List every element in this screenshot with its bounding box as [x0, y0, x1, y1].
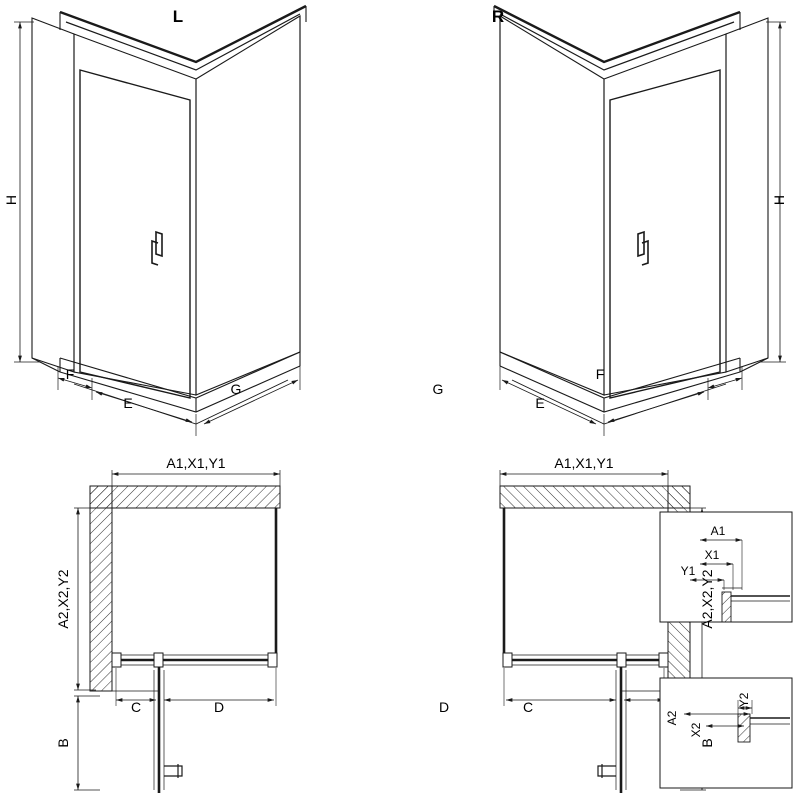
detail-top-label-a1: A1	[710, 524, 726, 538]
iso-right-label-f: F	[595, 366, 605, 382]
detail-top-label-x1: X1	[704, 548, 720, 562]
plan-right-c-dim: C	[522, 699, 534, 715]
iso-left-label-h: H	[3, 194, 19, 206]
plan-right-b-dim: B	[699, 738, 715, 748]
iso-left-label-g: G	[230, 381, 242, 397]
title-left-variant: L	[172, 7, 184, 26]
detail-bottom-label-y2: Y2	[737, 692, 751, 708]
plan-right-d-dim: D	[438, 699, 450, 715]
detail-top-label-y1: Y1	[680, 564, 696, 578]
detail-profile-a2	[660, 678, 792, 788]
iso-view-right	[491, 6, 786, 436]
detail-bottom-label-a2: A2	[665, 710, 679, 726]
plan-right-top-dim: A1,X1,Y1	[554, 455, 614, 471]
plan-left-b-dim: B	[55, 738, 71, 748]
iso-view-left	[14, 6, 306, 436]
plan-left-d-dim: D	[213, 699, 225, 715]
plan-left-side-dim: A2,X2,Y2	[55, 569, 71, 629]
plan-right-side-dim: A2,X2,Y2	[699, 569, 715, 629]
plan-view-left	[74, 470, 280, 793]
plan-left-c-dim: C	[130, 699, 142, 715]
iso-right-label-h: H	[771, 194, 787, 206]
title-right-variant: R	[491, 7, 505, 26]
iso-left-label-e: E	[123, 395, 133, 411]
iso-right-label-g: G	[432, 381, 444, 397]
detail-bottom-label-x2: X2	[689, 722, 703, 738]
plan-left-top-dim: A1,X1,Y1	[166, 455, 226, 471]
iso-left-label-f: F	[65, 366, 75, 382]
iso-right-label-e: E	[535, 395, 545, 411]
